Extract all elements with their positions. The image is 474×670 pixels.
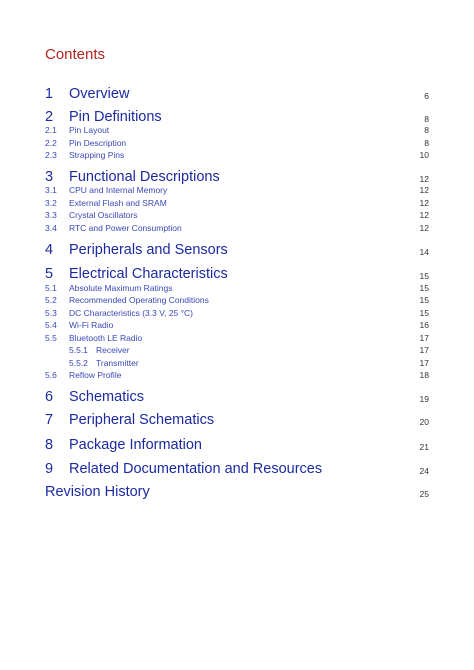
toc-entry-page: 15 xyxy=(419,308,429,318)
toc-entry[interactable] xyxy=(0,358,474,370)
toc-entry[interactable] xyxy=(0,210,474,222)
toc-entry-number: 5.5.2 xyxy=(69,358,88,368)
toc-entry-title[interactable]: Reflow Profile xyxy=(69,370,122,380)
toc-entry[interactable] xyxy=(0,295,474,307)
toc-entry-page: 17 xyxy=(419,358,429,368)
toc-entry-page: 8 xyxy=(424,114,429,124)
toc-entry-title[interactable]: Related Documentation and Resources xyxy=(69,461,323,477)
toc-entry-page: 12 xyxy=(419,223,429,233)
toc-entry-number: 5.6 xyxy=(45,370,57,380)
toc-entry-number: 3.2 xyxy=(45,198,57,208)
toc-entry-title[interactable]: Crystal Oscillators xyxy=(69,210,138,220)
toc-entry[interactable] xyxy=(0,242,474,262)
toc-entry-title[interactable]: Pin Layout xyxy=(69,125,110,135)
toc-entry-number: 3.1 xyxy=(45,185,57,195)
toc-entry-title[interactable]: Absolute Maximum Ratings xyxy=(69,283,173,293)
toc-entry[interactable] xyxy=(0,185,474,197)
toc-entry-page: 19 xyxy=(419,394,429,404)
toc-entry[interactable] xyxy=(0,370,474,382)
toc-entry-page: 8 xyxy=(424,125,429,135)
toc-entry[interactable] xyxy=(0,223,474,235)
toc-entry-number: 5.5 xyxy=(45,333,57,343)
toc-entry[interactable] xyxy=(0,484,474,504)
toc-entry-page: 25 xyxy=(419,489,429,499)
toc-entry-page: 17 xyxy=(419,333,429,343)
toc-entry-number: 3 xyxy=(45,169,54,185)
toc-entry-number: 2.1 xyxy=(45,125,57,135)
toc-entry-number: 4 xyxy=(45,242,54,258)
toc-entry-page: 16 xyxy=(419,320,429,330)
toc-entry-title[interactable]: Revision History xyxy=(45,484,150,500)
toc-entry-page: 12 xyxy=(419,198,429,208)
toc-entry-number: 2.2 xyxy=(45,138,57,148)
toc-entry[interactable] xyxy=(0,308,474,320)
toc-entry-page: 12 xyxy=(419,174,429,184)
toc-entry-title[interactable]: DC Characteristics (3.3 V, 25 °C) xyxy=(69,308,194,318)
toc-entry-title[interactable]: Functional Descriptions xyxy=(69,169,220,185)
toc-entry-title[interactable]: CPU and Internal Memory xyxy=(69,185,168,195)
toc-entry-title[interactable]: Package Information xyxy=(69,437,202,453)
toc-entry-number: 5.1 xyxy=(45,283,57,293)
toc-entry-title[interactable]: RTC and Power Consumption xyxy=(69,223,182,233)
toc-entry-number: 5.2 xyxy=(45,295,57,305)
toc-entry-page: 20 xyxy=(419,417,429,427)
toc-entry-page: 21 xyxy=(419,442,429,452)
toc-entry[interactable] xyxy=(0,412,474,432)
toc-entry-number: 7 xyxy=(45,412,54,428)
toc-entry-title[interactable]: Bluetooth LE Radio xyxy=(69,333,143,343)
toc-entry-page: 15 xyxy=(419,295,429,305)
toc-entry-number: 1 xyxy=(45,86,54,102)
toc-entry-page: 15 xyxy=(419,283,429,293)
toc-entry[interactable] xyxy=(0,345,474,357)
toc-entry-title[interactable]: External Flash and SRAM xyxy=(69,198,167,208)
toc-entry-title[interactable]: Schematics xyxy=(69,389,144,405)
toc-entry-page: 8 xyxy=(424,138,429,148)
toc-entry-number: 5.3 xyxy=(45,308,57,318)
toc-entry-page: 10 xyxy=(419,150,429,160)
toc-entry-page: 12 xyxy=(419,185,429,195)
toc-entry-number: 6 xyxy=(45,389,54,405)
toc-entry-number: 5 xyxy=(45,266,54,282)
toc-entry-page: 15 xyxy=(419,271,429,281)
toc-entry-number: 5.4 xyxy=(45,320,57,330)
toc-entry[interactable] xyxy=(0,150,474,162)
toc-entry-page: 14 xyxy=(419,247,429,257)
toc-entry-number: 3.3 xyxy=(45,210,57,220)
toc-entry-number: 3.4 xyxy=(45,223,57,233)
toc-entry-title[interactable]: Wi-Fi Radio xyxy=(69,320,114,330)
toc-entry-title[interactable]: Recommended Operating Conditions xyxy=(69,295,209,305)
toc-entry-number: 8 xyxy=(45,437,54,453)
toc-entry-page: 17 xyxy=(419,345,429,355)
toc-entry[interactable] xyxy=(0,125,474,137)
toc-entry-page: 24 xyxy=(419,466,429,476)
toc-entry-page: 12 xyxy=(419,210,429,220)
toc-entry-page: 6 xyxy=(424,91,429,101)
toc-entry[interactable] xyxy=(0,198,474,210)
toc-entry-number: 9 xyxy=(45,461,54,477)
toc-entry[interactable] xyxy=(0,283,474,295)
toc-entry-page: 18 xyxy=(419,370,429,380)
toc-entry-title[interactable]: Electrical Characteristics xyxy=(69,266,228,282)
toc-entry-title[interactable]: Transmitter xyxy=(96,358,139,368)
toc-entry[interactable] xyxy=(0,389,474,409)
toc-entry-number: 2.3 xyxy=(45,150,57,160)
toc-entry-title[interactable]: Overview xyxy=(69,86,130,102)
toc-entry-title[interactable]: Peripheral Schematics xyxy=(69,412,215,428)
toc-entry[interactable] xyxy=(0,333,474,345)
toc-entry[interactable] xyxy=(0,320,474,332)
toc-entry-title[interactable]: Pin Description xyxy=(69,138,127,148)
toc-entry[interactable] xyxy=(0,138,474,150)
toc-heading: Contents xyxy=(45,46,106,63)
toc-entry[interactable] xyxy=(0,437,474,457)
toc-entry-number: 5.5.1 xyxy=(69,345,88,355)
toc-entry-title[interactable]: Pin Definitions xyxy=(69,109,162,125)
toc-entry-title[interactable]: Receiver xyxy=(96,345,130,355)
toc-entry-title[interactable]: Strapping Pins xyxy=(69,150,125,160)
toc-entry-title[interactable]: Peripherals and Sensors xyxy=(69,242,228,258)
toc-entry[interactable] xyxy=(0,86,474,106)
toc-entry-number: 2 xyxy=(45,109,54,125)
toc-entry[interactable] xyxy=(0,461,474,481)
